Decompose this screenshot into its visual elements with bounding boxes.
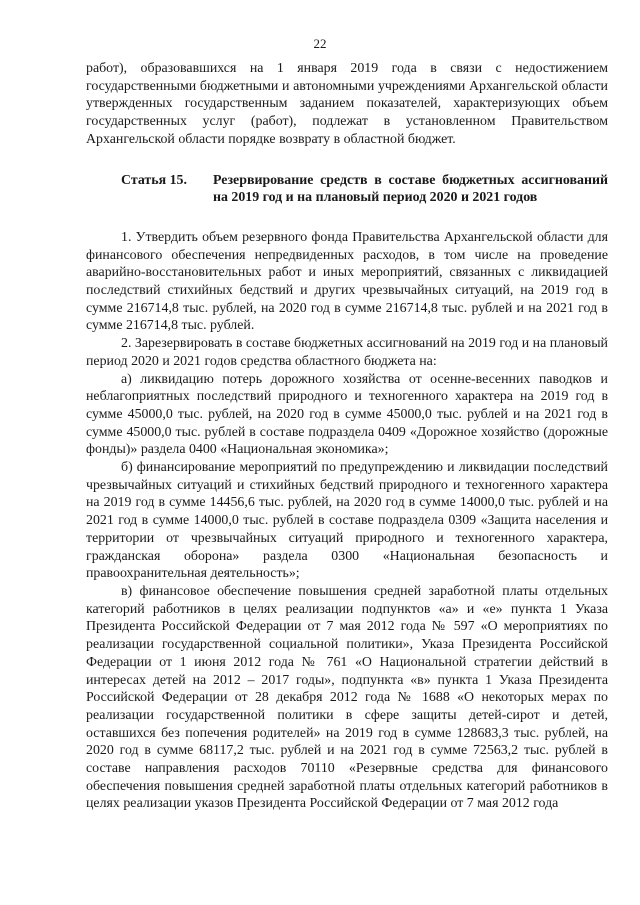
article-number: Статья 15. — [121, 172, 187, 188]
paragraph-1: 1. Утвердить объем резервного фонда Правительства Архангельской области для финансового обеспечения непредвиденных расходов, в том числе на проведение аварийно-восстановительных работ и иных мероприятий, связанных с ликвидацией последствий стихийных бедствий и других чрезвычайных ситуаций, на 2019 год в сумме 216714,8 тыс. рублей, на 2020 год в сумме 216714,8 тыс. рублей и на 2021 год в сумме 216714,8 тыс. рублей. — [86, 229, 608, 334]
intro-paragraph: работ), образовавшихся на 1 января 2019 года в связи с недостижением государственными бюджетными и автономными учреждениями Архангельской области утвержденных государственным заданием показателей, характеризующих объем государственных услуг (работ), подлежат в установленном Правительством Архангельской области порядке возврату в областной бюджет. — [86, 61, 608, 147]
document-body — [86, 60, 608, 813]
article-title: Резервирование средств в составе бюджетных ассигнований на 2019 год и на плановый период 2020 и 2021 годов — [213, 172, 608, 206]
subparagraph-a: а) ликвидацию потерь дорожного хозяйства от осенне-весенних паводков и неблагоприятных последствий природного и техногенного характера на 2019 год в сумме 45000,0 тыс. рублей, на 2020 год в сумме 45000,0 тыс. рублей и на 2021 год в сумме 45000,0 тыс. рублей в составе подраздела 0409 «Дорожное хозяйство (дорожные фонды)» раздела 0400 «Национальная экономика»; — [86, 371, 608, 458]
paragraph-2: 2. Зарезервировать в составе бюджетных ассигнований на 2019 год и на плановый период 2020 и 2021 годов средства областного бюджета на: — [86, 336, 608, 369]
subparagraph-v: в) финансовое обеспечение повышения средней заработной платы отдельных категорий работников в целях реализации подпунктов «а» и «е» пункта 1 Указа Президента Российской Федерации от 7 мая 2012 года № 597 «О мероприятиях по реализации государственной социальной политики», Указа Президента Российской Федерации от 1 июня 2012 года № 761 «О Национальной стратегии действий в интересах детей на 2012 – 2017 годы», подпункта «в» пункта 1 Указа Президента Российской Федерации от 28 декабря 2012 года № 1688 «О некоторых мерах по реализации государственной политики в сфере защиты детей-сирот и детей, оставшихся без попечения родителей» на 2019 год в сумме 128683,3 тыс. рублей, на 2020 год в сумме 68117,2 тыс. рублей и на 2021 год в сумме 72563,2 тыс. рублей в составе направления расходов 70110 «Резервные средства для финансового обеспечения повышения средней заработной платы отдельных категорий работников в целях реализации указов Президента Российской Федерации от 7 мая 2012 года — [86, 583, 608, 812]
article-heading — [86, 172, 608, 207]
page-number: 22 — [313, 36, 327, 51]
subparagraph-b: б) финансирование мероприятий по предупреждению и ликвидации последствий чрезвычайных ситуаций и стихийных бедствий природного и техногенного характера на 2019 год в сумме 14456,6 тыс. рублей, на 2020 год в сумме 14000,0 тыс. рублей и на 2021 год в сумме 14000,0 тыс. рублей в составе подраздела 0309 «Защита населения и территории от чрезвычайных ситуаций природного и техногенного характера, гражданская оборона» раздела 0300 «Национальная безопасность и правоохранительная деятельность»; — [86, 460, 608, 582]
